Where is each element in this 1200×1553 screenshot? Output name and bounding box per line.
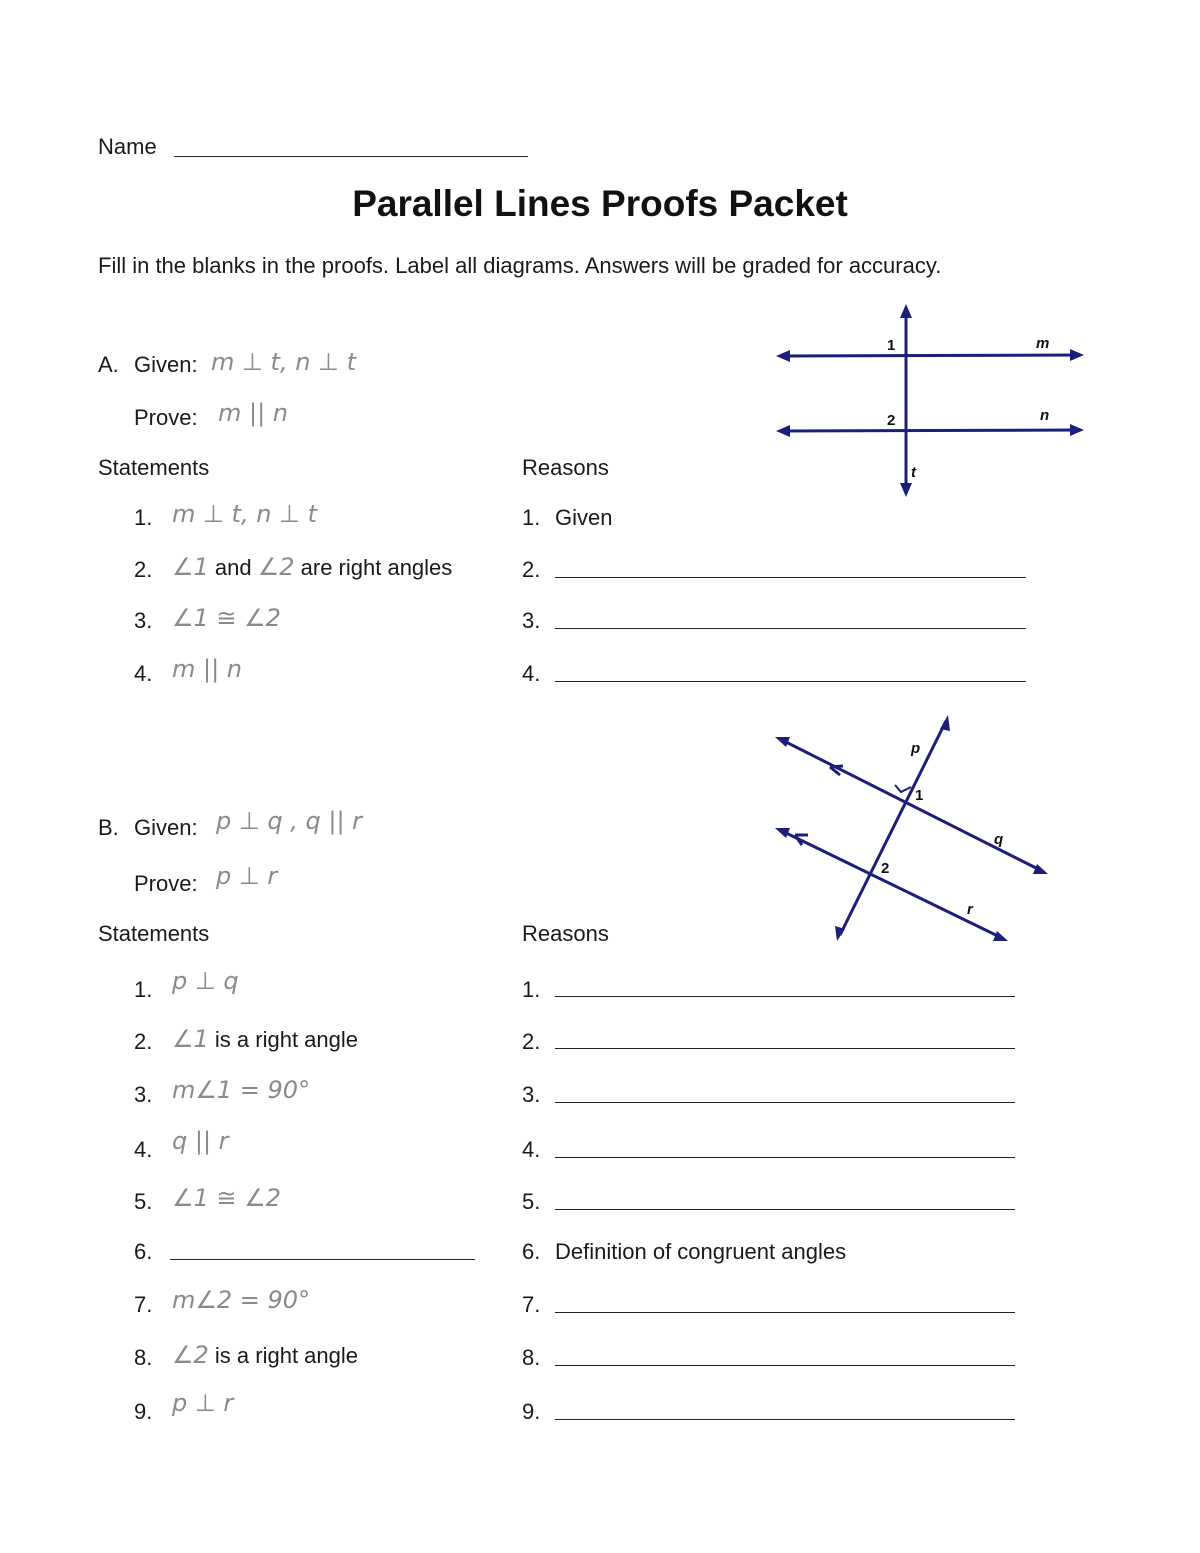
line-q-arrow-left xyxy=(775,737,790,747)
proof-a-reasons-heading: Reasons xyxy=(522,455,609,480)
diagram-a-label-t: t xyxy=(911,464,916,481)
diagram-b-angle-2: 2 xyxy=(881,860,890,877)
reason-text: Definition of congruent angles xyxy=(555,1239,847,1264)
reason-blank[interactable] xyxy=(555,577,1026,578)
proof-b-statements-heading: Statements xyxy=(98,921,210,946)
proof-a-prove-label: Prove: xyxy=(134,405,198,430)
proof-a-given-label: Given: xyxy=(134,352,198,377)
name-field[interactable] xyxy=(174,156,528,157)
reason-blank[interactable] xyxy=(555,996,1015,997)
statement-content xyxy=(172,1341,358,1369)
diagram-a-label-n: n xyxy=(1040,407,1050,424)
reason-number: 3. xyxy=(522,1082,541,1107)
proof-a-letter: A. xyxy=(98,352,119,377)
reason-number: 2. xyxy=(522,1029,541,1054)
statement-number: 1. xyxy=(134,505,153,530)
diagram-b-label-q: q xyxy=(994,831,1004,848)
reason-number: 9. xyxy=(522,1399,541,1424)
reason-number: 1. xyxy=(522,977,541,1002)
line-t-arrow-top xyxy=(900,304,912,318)
line-r-arrow-right xyxy=(993,931,1008,941)
diagram-a xyxy=(770,300,1090,502)
proof-b-given-label: Given: xyxy=(134,815,198,840)
reason-number: 8. xyxy=(522,1345,541,1370)
reason-blank[interactable] xyxy=(555,1102,1015,1103)
statement-number: 4. xyxy=(134,1137,153,1162)
reason-blank[interactable] xyxy=(555,1048,1015,1049)
reason-text: Given xyxy=(555,505,613,530)
proof-b-reasons-heading: Reasons xyxy=(522,921,609,946)
statement-expr: m∠1 = 90° xyxy=(172,1076,311,1104)
statement-number: 3. xyxy=(134,1082,153,1107)
statement-expr: p ⊥ q xyxy=(172,967,239,995)
statement-expr: p ⊥ r xyxy=(172,1389,234,1417)
reason-number: 5. xyxy=(522,1189,541,1214)
statement-expr: ∠1 xyxy=(172,1025,209,1053)
instructions: Fill in the blanks in the proofs. Label all diagrams. Answers will be graded for accuracy. xyxy=(98,253,942,278)
statement-blank[interactable] xyxy=(170,1259,475,1260)
statement-number: 9. xyxy=(134,1399,153,1424)
diagram-b xyxy=(770,705,1060,950)
statement-content xyxy=(172,1025,358,1053)
proof-a-prove-expr: m || n xyxy=(218,399,289,427)
line-n-arrow-right xyxy=(1070,424,1084,436)
parallel-mark-q-2 xyxy=(830,766,843,767)
line-n-arrow-left xyxy=(776,425,790,437)
line-r xyxy=(780,830,1004,939)
diagram-a-angle-2: 2 xyxy=(887,412,896,429)
line-q-arrow-right xyxy=(1033,864,1048,874)
statement-number: 2. xyxy=(134,557,153,582)
statement-number: 4. xyxy=(134,661,153,686)
statement-expr: m∠2 = 90° xyxy=(172,1286,311,1314)
line-t-arrow-bottom xyxy=(900,483,912,497)
diagram-b-label-p: p xyxy=(911,740,921,757)
statement-number: 5. xyxy=(134,1189,153,1214)
reason-number: 4. xyxy=(522,661,541,686)
reason-blank[interactable] xyxy=(555,628,1026,629)
statement-number: 7. xyxy=(134,1292,153,1317)
diagram-b-label-r: r xyxy=(967,901,973,918)
line-m-arrow-left xyxy=(776,350,790,362)
statement-number: 2. xyxy=(134,1029,153,1054)
proof-b-letter: B. xyxy=(98,815,119,840)
line-n xyxy=(782,430,1080,431)
reason-blank[interactable] xyxy=(555,1157,1015,1158)
proof-a-given-expr: m ⊥ t, n ⊥ t xyxy=(211,348,356,376)
reason-blank[interactable] xyxy=(555,1312,1015,1313)
line-q xyxy=(780,739,1044,872)
proof-b-prove-expr: p ⊥ r xyxy=(216,862,278,890)
line-m xyxy=(782,355,1080,356)
statement-expr: q || r xyxy=(172,1127,229,1155)
line-p-arrow-top xyxy=(940,715,950,731)
line-m-arrow-right xyxy=(1070,349,1084,361)
reason-number: 1. xyxy=(522,505,541,530)
statement-expr: m || n xyxy=(172,655,243,683)
line-r-arrow-left xyxy=(775,828,790,838)
right-angle-mark xyxy=(895,785,911,792)
diagram-b-angle-1: 1 xyxy=(915,787,924,804)
proof-a-statements-heading: Statements xyxy=(98,455,210,480)
reason-number: 4. xyxy=(522,1137,541,1162)
statement-text: and xyxy=(208,555,258,580)
statement-expr: ∠1 ≅ ∠2 xyxy=(172,604,281,632)
reason-blank[interactable] xyxy=(555,1365,1015,1366)
statement-expr: ∠1 xyxy=(172,553,209,581)
reason-blank[interactable] xyxy=(555,681,1026,682)
reason-blank[interactable] xyxy=(555,1209,1015,1210)
statement-text: is a right angle xyxy=(208,1343,358,1368)
name-label: Name xyxy=(98,134,157,159)
statement-number: 3. xyxy=(134,608,153,633)
reason-number: 3. xyxy=(522,608,541,633)
proof-b-given-expr: p ⊥ q , q || r xyxy=(216,807,363,835)
statement-number: 1. xyxy=(134,977,153,1002)
statement-expr: ∠1 ≅ ∠2 xyxy=(172,1184,281,1212)
diagram-a-label-m: m xyxy=(1036,335,1050,352)
statement-number: 8. xyxy=(134,1345,153,1370)
diagram-a-angle-1: 1 xyxy=(887,337,896,354)
statement-text-2: are right angles xyxy=(294,555,453,580)
statement-expr-2: ∠2 xyxy=(257,553,295,581)
page-title: Parallel Lines Proofs Packet xyxy=(352,183,848,224)
reason-number: 6. xyxy=(522,1239,541,1264)
proof-b-prove-label: Prove: xyxy=(134,871,198,896)
reason-number: 2. xyxy=(522,557,541,582)
statement-text: is a right angle xyxy=(208,1027,358,1052)
statement-expr: ∠2 xyxy=(172,1341,209,1369)
reason-blank[interactable] xyxy=(555,1419,1015,1420)
statement-number: 6. xyxy=(134,1239,153,1264)
reason-number: 7. xyxy=(522,1292,541,1317)
statement-expr: m ⊥ t, n ⊥ t xyxy=(172,500,317,528)
statement-content xyxy=(172,553,452,581)
